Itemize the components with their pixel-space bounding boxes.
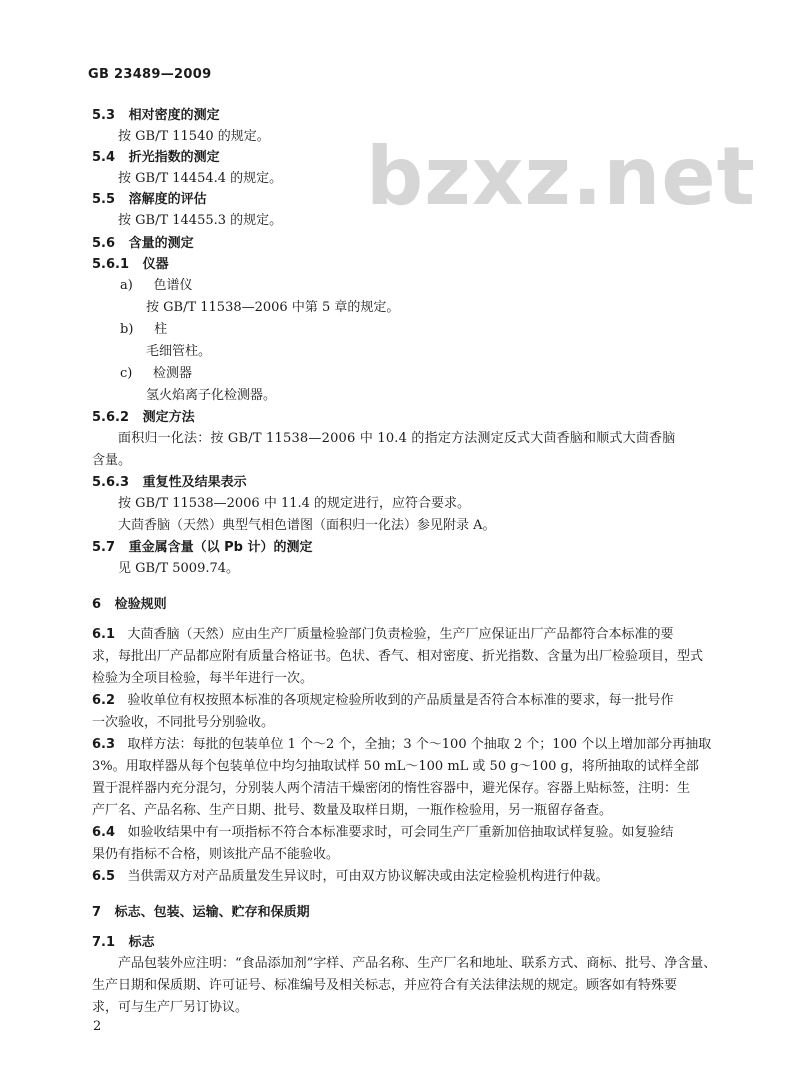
section-5-5-heading [92, 192, 207, 208]
section-5-6-3-heading [92, 475, 247, 491]
section-title: 重复性及结果表示 [142, 475, 247, 490]
clause-number: 6.4 [92, 825, 116, 840]
clause-text: 验收单位有权按照本标准的各项规定检验所收到的产品质量是否符合本标准的要求，每一批号作 [127, 693, 674, 708]
clause-text: 取样方法：每批的包装单位 1 个～2 个，全抽；3 个～100 个抽取 2 个；100 个以上增加部分再抽取 [127, 737, 712, 752]
paragraph-line: 检验为全项目检验，每半年进行一次。 [92, 671, 314, 686]
paragraph-line: 求，每批出厂产品都应附有质量合格证书。色状、香气、相对密度、折光指数、含量为出厂检验项目，型式 [92, 649, 704, 664]
section-title: 折光指数的测定 [128, 150, 220, 165]
section-title: 相对密度的测定 [128, 108, 220, 123]
clause-text: 如验收结果中有一项指标不符合本标准要求时，可会同生产厂重新加倍抽取试样复验。如复验结 [127, 825, 674, 840]
paragraph-line: 生产日期和保质期、许可证号、标准编号及相关标志，并应符合有关法律法规的规定。顾客如有特殊要 [92, 978, 678, 993]
section-5-4-heading [92, 150, 220, 166]
list-label: c) [120, 366, 133, 381]
clause-6-4-line [92, 825, 673, 841]
section-number: 5.6.2 [92, 410, 130, 425]
clause-number: 6.2 [92, 693, 116, 708]
chapter-7-heading [92, 905, 310, 921]
clause-6-3-line [92, 737, 711, 753]
paragraph-line: 置于混样器内充分混匀，分别装人两个清洁干燥密闭的惰性容器中，避光保存。容器上贴标签，注明：生 [92, 781, 691, 796]
list-title: 检测器 [153, 366, 193, 381]
section-title: 溶解度的评估 [128, 192, 207, 207]
list-item-a-body: 按 GB/T 11538—2006 中第 5 章的规定。 [146, 300, 400, 315]
list-label: a) [120, 278, 133, 293]
section-title: 测定方法 [142, 410, 195, 425]
section-5-4-body: 按 GB/T 14454.4 的规定。 [118, 171, 283, 186]
clause-6-1-line [92, 627, 673, 643]
paragraph-line: 果仍有指标不合格，则该批产品不能验收。 [92, 847, 340, 862]
paragraph-line: 含量。 [92, 453, 132, 468]
section-title: 标志 [128, 935, 155, 950]
standard-header: GB 23489—2009 [88, 67, 212, 82]
section-7-1-heading [92, 935, 155, 951]
clause-6-2-line [92, 693, 673, 709]
section-5-7-heading [92, 540, 313, 556]
section-title: 仪器 [142, 257, 169, 272]
list-label: b) [120, 322, 134, 337]
section-number: 5.4 [92, 150, 116, 165]
paragraph-line: 一次验收，不同批号分别验收。 [92, 715, 275, 730]
chapter-title: 标志、包装、运输、贮存和保质期 [114, 905, 310, 920]
section-5-7-body: 见 GB/T 5009.74。 [118, 561, 240, 576]
section-5-5-body: 按 GB/T 14455.3 的规定。 [118, 213, 283, 228]
clause-text: 当供需双方对产品质量发生异议时，可由双方协议解决或由法定检验机构进行仲裁。 [127, 869, 609, 884]
section-5-3-body: 按 GB/T 11540 的规定。 [118, 129, 270, 144]
paragraph-line: 产品包装外应注明：“食品添加剂”字样、产品名称、生产厂名和地址、联系方式、商标、批号、净含量、 [118, 956, 717, 971]
list-title: 柱 [154, 322, 168, 337]
chapter-number: 6 [92, 597, 102, 612]
chapter-6-heading [92, 597, 167, 613]
section-number: 5.6.1 [92, 257, 130, 272]
chapter-title: 检验规则 [114, 597, 167, 612]
list-item-c-body: 氢火焰离子化检测器。 [146, 388, 277, 403]
list-title: 色谱仪 [153, 278, 193, 293]
paragraph-line: 产厂名、产品名称、生产日期、批号、数量及取样日期，一瓶作检验用，另一瓶留存备查。 [92, 803, 613, 818]
section-5-6-2-heading [92, 410, 195, 426]
section-5-6-1-heading [92, 257, 169, 273]
section-number: 5.5 [92, 192, 116, 207]
section-number: 7.1 [92, 935, 116, 950]
chapter-number: 7 [92, 905, 102, 920]
clause-number: 6.1 [92, 627, 116, 642]
clause-number: 6.3 [92, 737, 116, 752]
section-5-6-heading [92, 236, 194, 252]
section-5-3-heading [92, 108, 220, 124]
list-item-b [120, 322, 167, 338]
section-number: 5.3 [92, 108, 116, 123]
clause-text: 大茴香脑（天然）应由生产厂质量检验部门负责检验，生产厂应保证出厂产品都符合本标准的要 [127, 627, 674, 642]
clause-number: 6.5 [92, 869, 116, 884]
page-number: 2 [93, 1019, 102, 1034]
section-title: 含量的测定 [128, 236, 194, 251]
list-item-a [120, 278, 193, 294]
clause-6-5-line [92, 869, 608, 885]
list-item-b-body: 毛细管柱。 [146, 344, 212, 359]
section-number: 5.6.3 [92, 475, 130, 490]
section-number: 5.7 [92, 540, 116, 555]
paragraph-line: 3%。用取样器从每个包装单位中均匀抽取试样 50 mL～100 mL 或 50 g～100 g，将所抽取的试样全部 [92, 759, 699, 774]
paragraph-line: 按 GB/T 11538—2006 中 11.4 的规定进行，应符合要求。 [118, 496, 471, 511]
paragraph-line: 大茴香脑（天然）典型气相色谱图（面积归一化法）参见附录 A。 [118, 518, 496, 533]
section-title: 重金属含量（以 Pb 计）的测定 [128, 540, 313, 555]
paragraph-line: 求，可与生产厂另订协议。 [92, 1000, 249, 1015]
section-number: 5.6 [92, 236, 116, 251]
paragraph-line: 面积归一化法：按 GB/T 11538—2006 中 10.4 的指定方法测定反式大茴香脑和顺式大茴香脑 [118, 431, 676, 446]
list-item-c [120, 366, 192, 382]
watermark: bzxz.net [366, 130, 756, 223]
